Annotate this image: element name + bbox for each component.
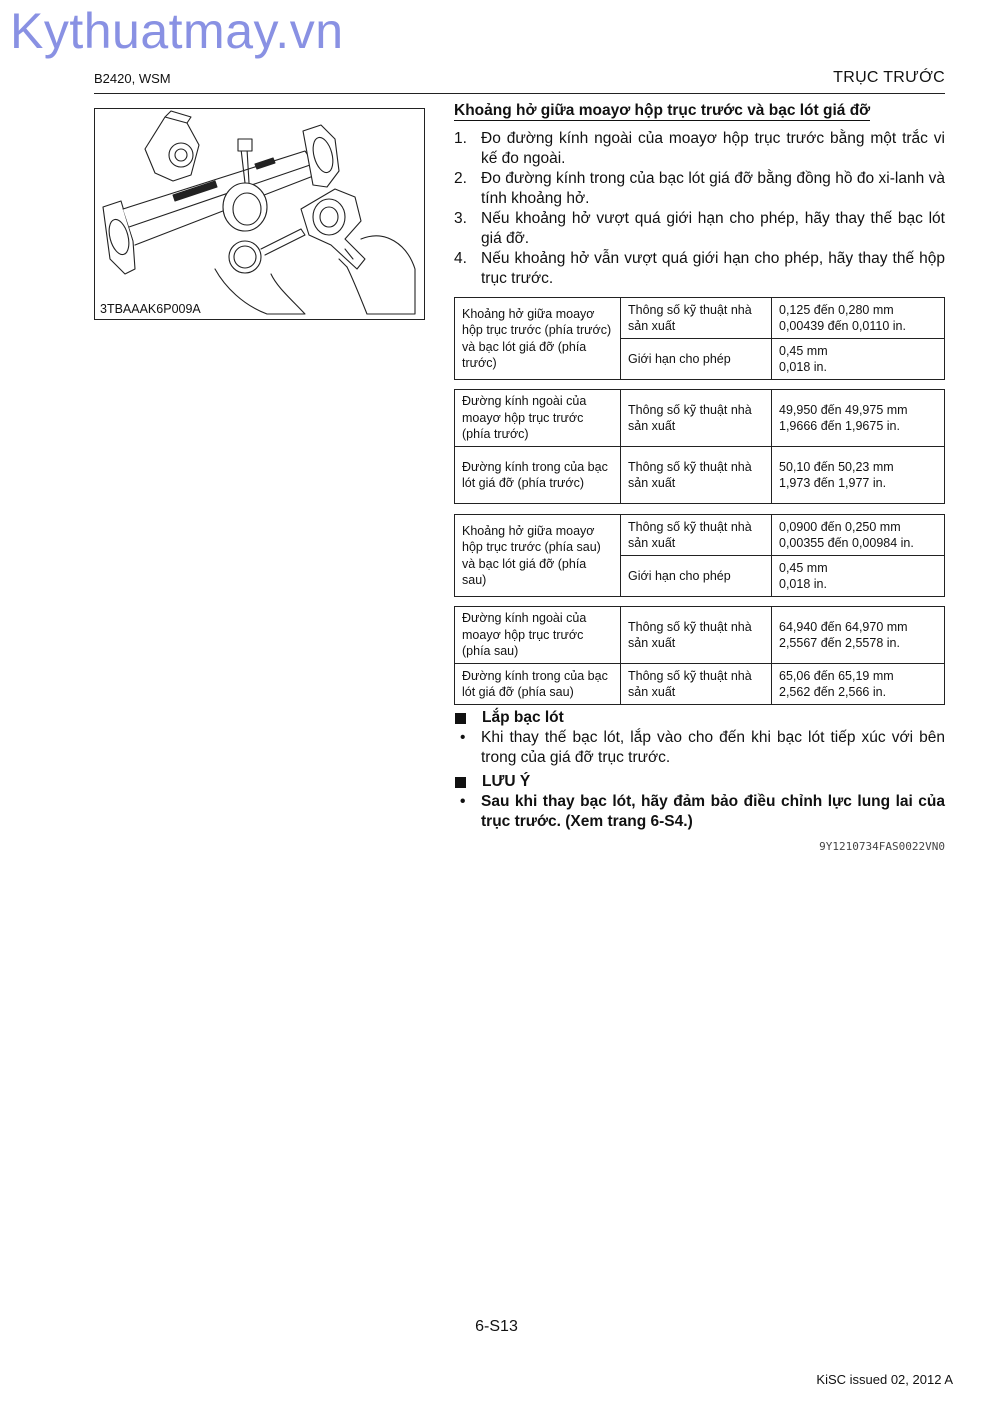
spec-table-front-diameters xyxy=(454,389,945,504)
item-cell: Khoảng hở giữa moayơ hộp trục trước (phía trước) và bạc lót giá đỡ (phía trước) xyxy=(455,298,621,380)
step-number: 2. xyxy=(454,170,467,187)
section-title-text: Khoảng hở giữa moayơ hộp trục trước và bạc lót giá đỡ xyxy=(454,102,871,119)
step-text: Nếu khoảng hở vẫn vượt quá giới hạn cho phép, hãy thay thế hộp trục trước. xyxy=(481,250,945,287)
step-1 xyxy=(454,129,945,169)
header-model: B2420, WSM xyxy=(94,71,171,86)
step-number: 1. xyxy=(454,130,467,147)
spec-table-rear-diameters xyxy=(454,606,945,705)
spec-table-front-clearance xyxy=(454,297,945,380)
note-heading xyxy=(454,773,945,791)
assembly-section xyxy=(454,709,945,768)
step-2 xyxy=(454,169,945,209)
figure-caption: 3TBAAAK6P009A xyxy=(100,302,201,316)
bullet-text: Sau khi thay bạc lót, hãy đảm bảo điều chỉnh lực lung lai của trục trước. (Xem trang 6-S4.) xyxy=(481,793,945,830)
value-metric: 49,950 đến 49,975 mm xyxy=(779,402,908,417)
spec-type-cell: Thông số kỹ thuật nhà sản xuất xyxy=(621,664,772,705)
note-bullet xyxy=(454,792,945,832)
value-cell xyxy=(772,515,945,556)
note-section xyxy=(454,773,945,853)
table-row xyxy=(455,515,945,556)
value-metric: 65,06 đến 65,19 mm xyxy=(779,668,894,683)
square-bullet-icon xyxy=(455,713,466,724)
step-number: 4. xyxy=(454,250,467,267)
illustration-figure xyxy=(94,108,425,320)
assembly-heading xyxy=(454,709,945,727)
value-metric: 0,45 mm xyxy=(779,343,828,358)
value-metric: 50,10 đến 50,23 mm xyxy=(779,459,894,474)
step-number: 3. xyxy=(454,210,467,227)
value-cell xyxy=(772,664,945,705)
value-cell xyxy=(772,447,945,504)
value-imperial: 0,00355 đến 0,00984 in. xyxy=(779,536,914,550)
table-row xyxy=(455,664,945,705)
value-imperial: 0,018 in. xyxy=(779,360,827,374)
value-cell xyxy=(772,390,945,447)
value-cell xyxy=(772,339,945,380)
spec-type-cell: Giới hạn cho phép xyxy=(621,556,772,597)
bullet-dot-icon: • xyxy=(460,729,466,746)
step-text: Đo đường kính trong của bạc lót giá đỡ bằng đồng hồ đo xi-lanh và tính khoảng hở. xyxy=(481,170,945,207)
value-cell xyxy=(772,298,945,339)
value-metric: 64,940 đến 64,970 mm xyxy=(779,619,908,634)
spec-type-cell: Thông số kỹ thuật nhà sản xuất xyxy=(621,390,772,447)
item-cell: Đường kính trong của bạc lót giá đỡ (phía trước) xyxy=(455,447,621,504)
value-imperial: 0,00439 đến 0,0110 in. xyxy=(779,319,906,333)
table-row xyxy=(455,607,945,664)
value-imperial: 1,973 đến 1,977 in. xyxy=(779,476,887,490)
bullet-dot-icon: • xyxy=(460,793,466,810)
page-number: 6-S13 xyxy=(475,1318,518,1335)
spec-type-cell: Thông số kỹ thuật nhà sản xuất xyxy=(621,607,772,664)
item-cell: Khoảng hở giữa moayơ hộp trục trước (phía sau) và bạc lót giá đỡ (phía sau) xyxy=(455,515,621,597)
step-text: Đo đường kính ngoài của moayơ hộp trục trước bằng một trắc vi kế đo ngoài. xyxy=(481,130,945,167)
step-4 xyxy=(454,249,945,289)
assembly-title: Lắp bạc lót xyxy=(482,709,564,726)
watermark-logo: Kythuatmay.vn xyxy=(10,3,344,59)
spec-table-rear-clearance xyxy=(454,514,945,597)
assembly-bullet xyxy=(454,728,945,768)
table-row xyxy=(455,298,945,339)
square-bullet-icon xyxy=(455,777,466,788)
header-rule xyxy=(94,93,945,94)
item-cell: Đường kính ngoài của moayơ hộp trục trước (phía sau) xyxy=(455,607,621,664)
item-cell: Đường kính ngoài của moayơ hộp trục trước (phía trước) xyxy=(455,390,621,447)
value-cell xyxy=(772,607,945,664)
axle-measurement-illustration xyxy=(95,109,424,319)
value-imperial: 2,5567 đến 2,5578 in. xyxy=(779,636,900,650)
table-row xyxy=(455,447,945,504)
procedure-steps xyxy=(454,129,945,289)
value-imperial: 2,562 đến 2,566 in. xyxy=(779,685,887,699)
step-text: Nếu khoảng hở vượt quá giới hạn cho phép, hãy thay thế bạc lót giá đỡ. xyxy=(481,210,945,247)
value-metric: 0,125 đến 0,280 mm xyxy=(779,302,894,317)
item-cell: Đường kính trong của bạc lót giá đỡ (phía sau) xyxy=(455,664,621,705)
value-metric: 0,45 mm xyxy=(779,560,828,575)
table-row xyxy=(455,390,945,447)
header-chapter-title: TRỤC TRƯỚC xyxy=(833,69,945,86)
spec-type-cell: Thông số kỹ thuật nhà sản xuất xyxy=(621,515,772,556)
spec-type-cell: Thông số kỹ thuật nhà sản xuất xyxy=(621,447,772,504)
note-title: LƯU Ý xyxy=(482,773,531,790)
value-metric: 0,0900 đến 0,250 mm xyxy=(779,519,901,534)
footer-issue: KiSC issued 02, 2012 A xyxy=(816,1372,953,1387)
value-imperial: 1,9666 đến 1,9675 in. xyxy=(779,419,900,433)
bullet-text: Khi thay thế bạc lót, lắp vào cho đến khi bạc lót tiếp xúc với bên trong của giá đỡ trục trước. xyxy=(481,729,945,766)
spec-type-cell: Giới hạn cho phép xyxy=(621,339,772,380)
value-cell xyxy=(772,556,945,597)
step-3 xyxy=(454,209,945,249)
section-title xyxy=(454,102,945,120)
document-code: 9Y1210734FAS0022VN0 xyxy=(819,840,945,853)
value-imperial: 0,018 in. xyxy=(779,577,827,591)
spec-type-cell: Thông số kỹ thuật nhà sản xuất xyxy=(621,298,772,339)
